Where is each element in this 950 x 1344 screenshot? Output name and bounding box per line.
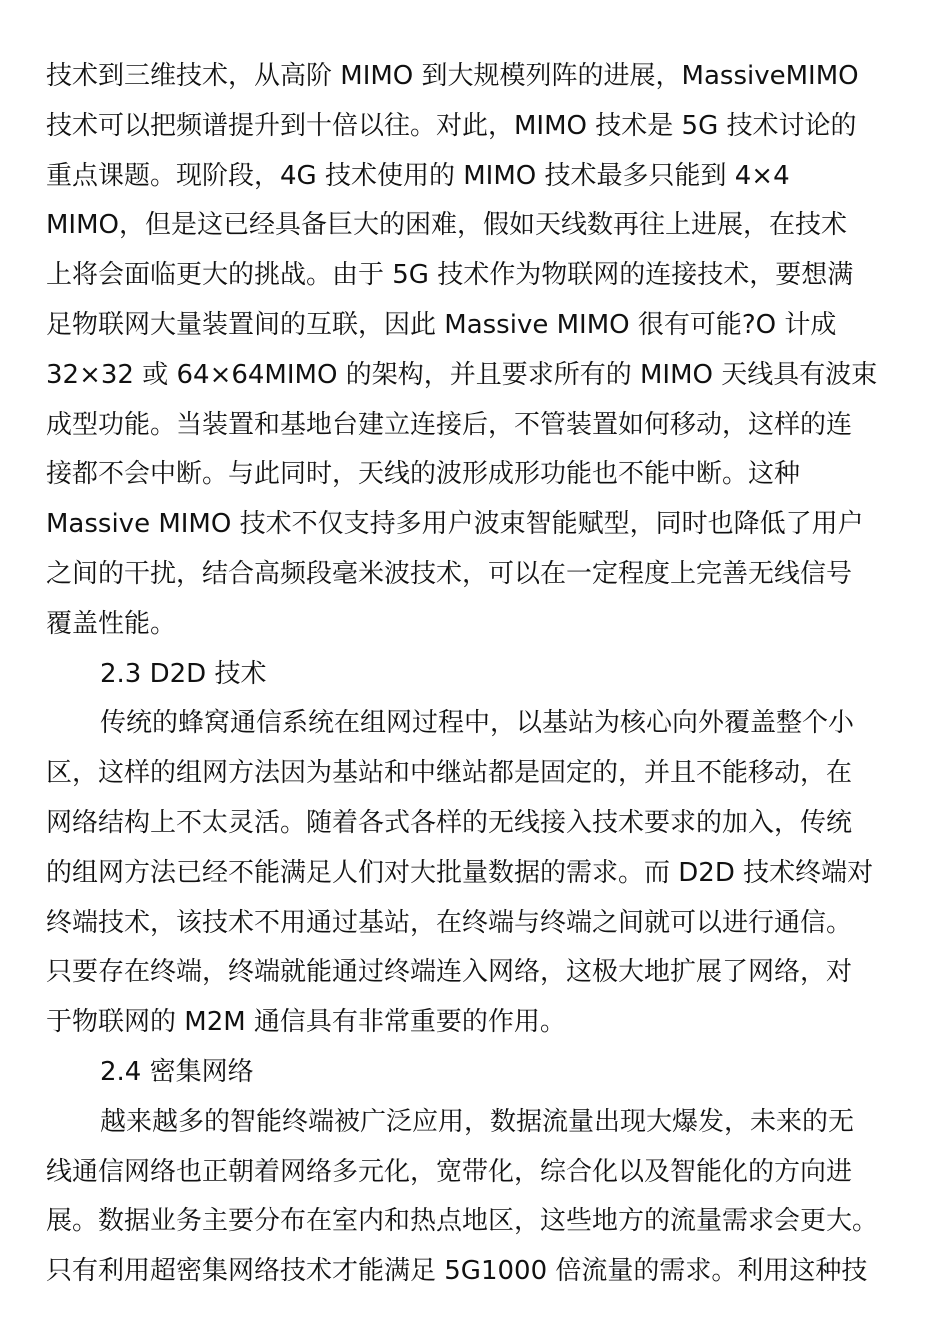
text-line: 重点课题。现阶段，4G 技术使用的 MIMO 技术最多只能到 4×4 bbox=[46, 160, 790, 191]
text-line: 线通信网络也正朝着网络多元化，宽带化，综合化以及智能化的方向进 bbox=[46, 1156, 853, 1187]
text-line: MIMO，但是这已经具备巨大的困难，假如天线数再往上进展，在技术 bbox=[46, 210, 847, 241]
text-line: 只要存在终端，终端就能通过终端连入网络，这极大地扩展了网络，对 bbox=[46, 957, 853, 988]
text-line: 只有利用超密集网络技术才能满足 5G1000 倍流量的需求。利用这种技 bbox=[46, 1256, 868, 1287]
text-line: 之间的干扰，结合高频段毫米波技术，可以在一定程度上完善无线信号 bbox=[46, 558, 853, 589]
text-line: 传统的蜂窝通信系统在组网过程中，以基站为核心向外覆盖整个小 bbox=[100, 708, 855, 739]
section-heading-2-4: 2.4 密集网络 bbox=[100, 1056, 254, 1087]
text-line: 技术可以把频谱提升到十倍以往。对此，MIMO 技术是 5G 技术讨论的 bbox=[46, 110, 857, 141]
text-line: Massive MIMO 技术不仅支持多用户波束智能赋型，同时也降低了用户 bbox=[46, 509, 864, 540]
text-line: 上将会面临更大的挑战。由于 5G 技术作为物联网的连接技术，要想满 bbox=[46, 260, 854, 291]
text-line: 技术到三维技术，从高阶 MIMO 到大规模列阵的进展，MassiveMIMO bbox=[46, 61, 859, 91]
text-line: 区，这样的组网方法因为基站和中继站都是固定的，并且不能移动，在 bbox=[46, 758, 853, 789]
text-line: 网络结构上不太灵活。随着各式各样的无线接入技术要求的加入，传统 bbox=[46, 807, 853, 838]
text-line: 于物联网的 M2M 通信具有非常重要的作用。 bbox=[46, 1007, 566, 1038]
text-line: 足物联网大量装置间的互联，因此 Massive MIMO 很有可能?O 计成 bbox=[46, 309, 837, 340]
text-line: 终端技术，该技术不用通过基站，在终端与终端之间就可以进行通信。 bbox=[46, 907, 853, 938]
text-line: 越来越多的智能终端被广泛应用，数据流量出现大爆发，未来的无 bbox=[100, 1106, 855, 1137]
text-line: 的组网方法已经不能满足人们对大批量数据的需求。而 D2D 技术终端对 bbox=[46, 857, 874, 888]
text-line: 展。数据业务主要分布在室内和热点地区，这些地方的流量需求会更大。 bbox=[46, 1206, 879, 1237]
text-line: 覆盖性能。 bbox=[46, 608, 177, 639]
section-heading-2-3: 2.3 D2D 技术 bbox=[100, 658, 267, 689]
text-line: 成型功能。当装置和基地台建立连接后，不管装置如何移动，这样的连 bbox=[46, 409, 853, 440]
text-line: 32×32 或 64×64MIMO 的架构，并且要求所有的 MIMO 天线具有波束 bbox=[46, 359, 878, 390]
text-line: 接都不会中断。与此同时，天线的波形成形功能也不能中断。这种 bbox=[46, 459, 801, 490]
